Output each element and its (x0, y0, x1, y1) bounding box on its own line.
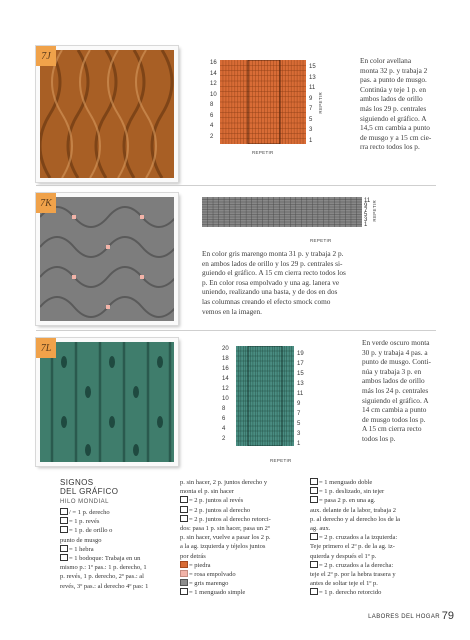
swatch-photo-7l (36, 338, 178, 466)
legend-text: punto de musgo (60, 536, 102, 544)
legend-text: = 2 p. juntos al derecho (189, 506, 251, 514)
legend-entry (180, 579, 300, 588)
legend-text: quierda y después el 1º p. (310, 552, 377, 560)
legend-symbol-icon (310, 496, 318, 503)
legend-text: teje el 2º p. por la hebra trasera y (310, 571, 396, 579)
description-7l (362, 338, 454, 444)
legend-text: = rosa empolvado (189, 571, 236, 579)
legend-text: dos: pasa 1 p. sin hacer, pasa un 2º (180, 525, 270, 533)
legend-symbol-icon (310, 588, 318, 595)
description-line: pas. a punto de musgo. (360, 75, 427, 85)
legend-symbol-icon (310, 533, 318, 540)
description-line: 14,5 cm cambia a punto (360, 123, 430, 133)
legend-text: / = 1 p. derecho (69, 509, 110, 516)
legend-entry (180, 552, 300, 561)
legend-text: = 1 hebra (69, 545, 94, 553)
legend-symbol-icon (310, 487, 318, 494)
chart-grid-7j (220, 60, 306, 144)
legend-entry (60, 582, 172, 591)
legend-text: a la ag. izquierda y téjelos juntos (180, 543, 266, 551)
row-number: 13 (309, 74, 316, 81)
row-number: 15 (309, 64, 316, 70)
description-line: más los 29 p. centrales (360, 103, 427, 113)
pattern-tag-7k: 7K (36, 193, 56, 213)
row-number: 4 (210, 123, 214, 129)
legend-text: = 2 p. juntos al derecho retorci- (189, 515, 271, 523)
row-number: 9 (364, 202, 368, 209)
description-line: más los 24 p. centrales (362, 385, 429, 395)
legend-entry (180, 533, 300, 542)
row-number: 6 (210, 112, 214, 119)
magazine-name: LABORES DEL HOGAR (368, 614, 440, 620)
legend-entry (180, 496, 300, 505)
legend-entry (310, 588, 440, 597)
description-line: siguiendo el gráfico. A (362, 395, 429, 405)
row-number: 11 (297, 391, 304, 397)
row-number: 16 (210, 60, 217, 66)
repetir-horizontal-7k: REPETIR (310, 238, 332, 243)
row-number: 5 (364, 212, 368, 219)
legend-text: = 2 p. cruzados a la izquierda: (319, 534, 398, 542)
legend-entry (60, 526, 172, 535)
legend-text: antes de soltar teje el 1º p. (310, 580, 378, 588)
legend-text: = 2 p. juntos al revés (189, 497, 244, 505)
legend-entry (310, 552, 440, 561)
legend-entry (60, 517, 172, 526)
knit-texture-lace (40, 342, 174, 462)
legend-entry (60, 508, 172, 517)
legend-text: p. revés, 1 p. derecho, 2º pas.: al (60, 573, 144, 581)
legend-entry (310, 496, 440, 505)
page-number: 79 (441, 610, 454, 622)
row-number: 11 (309, 85, 316, 91)
row-number: 10 (210, 91, 217, 98)
row-number: 7 (297, 411, 301, 417)
row-number: 8 (222, 406, 226, 412)
knitting-chart-7l (236, 346, 294, 446)
knit-texture-cable (40, 50, 174, 178)
legend-entry (310, 524, 440, 533)
legend-text: p. al derecho y al derecho los de la (310, 515, 401, 523)
legend-entry (310, 570, 440, 579)
divider (36, 330, 436, 331)
knit-texture-smock (40, 197, 174, 321)
row-number: 12 (222, 386, 229, 392)
description-line: siguiendo el gráfico. A (360, 113, 427, 123)
legend-text: = gris marengo (189, 580, 229, 588)
description-line: vemos en la imagen. (202, 306, 262, 316)
row-number: 5 (309, 116, 313, 123)
legend-text: Teje primero el 2º p. de la ag. iz- (310, 543, 395, 551)
row-number: 14 (222, 376, 229, 382)
description-line: punto de musgo. Conti- (362, 357, 431, 367)
legend-text: = pasa 2 p. en una ag. (319, 497, 376, 505)
description-line: uniendo, realizando una basta, y de dos en dos (202, 287, 338, 297)
description-line: de musgo y a 15 cm cie- (360, 132, 432, 142)
row-number: 1 (297, 441, 301, 447)
chart-grid-7l (236, 346, 294, 446)
description-line: todos los p. (362, 433, 396, 443)
description-line: ambos lados de orillo (362, 376, 425, 386)
legend-text: p. sin hacer, 2 p. juntos derecho y (180, 479, 268, 486)
row-number: 16 (222, 366, 229, 372)
legend-symbol-icon (180, 561, 188, 568)
description-line: 30 p. y trabaja 4 pas. a (362, 347, 428, 357)
description-line: En verde oscuro monta (362, 338, 430, 347)
row-number: 20 (222, 346, 229, 352)
legend-entry (180, 570, 300, 579)
legend-symbol-icon (60, 545, 68, 552)
row-number: 1 (364, 222, 368, 228)
legend-text: = 2 p. cruzados a la derecha: (319, 561, 394, 569)
swatch-photo-7j (36, 46, 178, 182)
description-line: 14 cm cambia a punto (362, 405, 427, 415)
swatch-photo-7k (36, 193, 178, 325)
legend-entry (310, 579, 440, 588)
description-line: núa y trabaja 3 p. en (362, 366, 422, 376)
description-line: En color avellana (360, 56, 412, 65)
row-number: 3 (364, 217, 368, 224)
row-number: 9 (309, 95, 313, 102)
legend-entry (180, 542, 300, 551)
repetir-horizontal-7j: REPETIR (252, 150, 274, 155)
repetir-horizontal-7l: REPETIR (270, 458, 292, 463)
description-line: p. En color rosa empolvado y una ag. lanera ve (202, 277, 340, 287)
legend-symbol-icon (310, 478, 318, 485)
legend-symbol-icon (60, 554, 68, 561)
row-number: 14 (210, 70, 217, 77)
legend-entry (60, 572, 172, 581)
legend-symbol-icon (180, 570, 188, 577)
legend-entry (310, 506, 440, 515)
row-number: 3 (297, 431, 301, 437)
legend-yarn-brand: HILO MONDIAL (60, 499, 110, 505)
legend-entry (310, 487, 440, 496)
row-number: 19 (297, 351, 304, 357)
legend-symbol-icon (310, 561, 318, 568)
legend-text: = 1 menguado simple (189, 589, 246, 597)
description-line: A 15 cm cierra recto (362, 424, 422, 434)
repetir-vertical-7j: REPETIR (318, 92, 323, 114)
legend-entry (310, 515, 440, 524)
legend-symbol-icon (60, 526, 68, 533)
description-7k (202, 249, 374, 316)
row-number: 13 (297, 381, 304, 387)
legend-text: = 1 p. derecho retorcido (319, 589, 382, 597)
legend-entry (180, 487, 300, 496)
legend-symbol-icon (180, 496, 188, 503)
legend-text: revés, 3º pas.: al derecho 4º pas: 1 (60, 582, 149, 590)
row-number: 8 (210, 102, 214, 108)
legend-symbol-icon (180, 588, 188, 595)
row-number: 9 (297, 401, 301, 407)
legend-text: = 1 menguado doble (319, 479, 373, 486)
pattern-tag-7j: 7J (36, 46, 56, 66)
legend-entry (180, 506, 300, 515)
legend-entry (60, 554, 172, 563)
row-number: 7 (364, 207, 368, 214)
legend-entry (180, 478, 300, 487)
legend-text: = 1 p. deslizado, sin tejer (319, 488, 385, 496)
chart-grid-7k (202, 197, 362, 227)
legend-entry (310, 533, 440, 542)
description-line: Continúa y teje 1 p. en (360, 84, 427, 94)
legend-entry (60, 536, 172, 545)
legend-symbol-icon (60, 508, 68, 515)
description-line: las columnas creando el efecto smock como (202, 296, 331, 306)
legend-entry (60, 563, 172, 572)
legend-column-3 (310, 478, 440, 598)
knitting-chart-7j (220, 60, 306, 144)
row-number: 3 (309, 127, 313, 133)
divider (36, 185, 436, 186)
legend-entry (310, 561, 440, 570)
row-number: 15 (297, 371, 304, 377)
legend-text: monta el p. sin hacer (180, 488, 234, 496)
legend-text: mismo p.: 1º pas.: 1 p. derecho, 1 (60, 564, 147, 572)
legend-symbol-icon (60, 517, 68, 524)
row-number: 11 (364, 198, 371, 204)
row-number: 12 (210, 81, 217, 87)
legend-entry (60, 545, 172, 554)
description-line: en ambos lados de orillo y los 29 p. centrales si- (202, 258, 343, 268)
legend-symbol-icon (180, 515, 188, 522)
legend-column-2 (180, 478, 300, 598)
row-number: 18 (222, 356, 229, 362)
legend-text: = 1 p. de orillo o (69, 527, 113, 535)
legend-symbol-icon (180, 506, 188, 513)
legend-title-line2: DEL GRÁFICO (60, 487, 119, 496)
row-number: 7 (309, 106, 313, 112)
legend-symbol-icon (180, 579, 188, 586)
legend-text: p. sin hacer, vuelve a pasar los 2 p. (180, 534, 271, 542)
row-number: 4 (222, 426, 226, 432)
row-number: 2 (222, 436, 226, 442)
description-line: rra recto todos los p. (360, 142, 420, 152)
description-line: En color gris marengo monta 31 p. y trabaja 2 p. (202, 249, 344, 258)
legend-column-1 (60, 508, 172, 591)
row-number: 10 (222, 396, 229, 402)
description-line: guiendo el gráfico. A 15 cm cierra recto todos los (202, 268, 346, 278)
legend-text: aux. delante de la labor, trabaja 2 (310, 506, 397, 514)
row-number: 2 (210, 133, 214, 140)
row-number: 5 (297, 421, 301, 427)
legend-entry (180, 515, 300, 524)
description-line: ambos lados de orillo (360, 94, 423, 104)
row-number: 1 (309, 137, 313, 144)
legend-text: = piedra (189, 561, 211, 569)
legend-text: = 1 bodoque: Trabaja en un (69, 555, 141, 563)
legend-text: por detrás (180, 552, 206, 560)
legend-text: = 1 p. revés (69, 518, 100, 526)
legend-entry (310, 542, 440, 551)
description-7j (360, 56, 452, 152)
legend-entry (310, 478, 440, 487)
legend-entry (180, 524, 300, 533)
repetir-vertical-7k: REPETIR (372, 200, 377, 222)
knitting-chart-7k (202, 197, 362, 227)
legend-text: ag. aux. (310, 525, 331, 533)
row-number: 6 (222, 416, 226, 422)
description-line: monta 32 p. y trabaja 2 (360, 65, 428, 75)
pattern-tag-7l: 7L (36, 338, 56, 358)
description-line: de musgo todos los p. (362, 414, 426, 424)
legend-entry (180, 588, 300, 597)
legend-entry (180, 561, 300, 570)
legend-title-line1: SIGNOS (60, 478, 94, 487)
row-number: 17 (297, 361, 304, 367)
legend-title (60, 478, 118, 496)
